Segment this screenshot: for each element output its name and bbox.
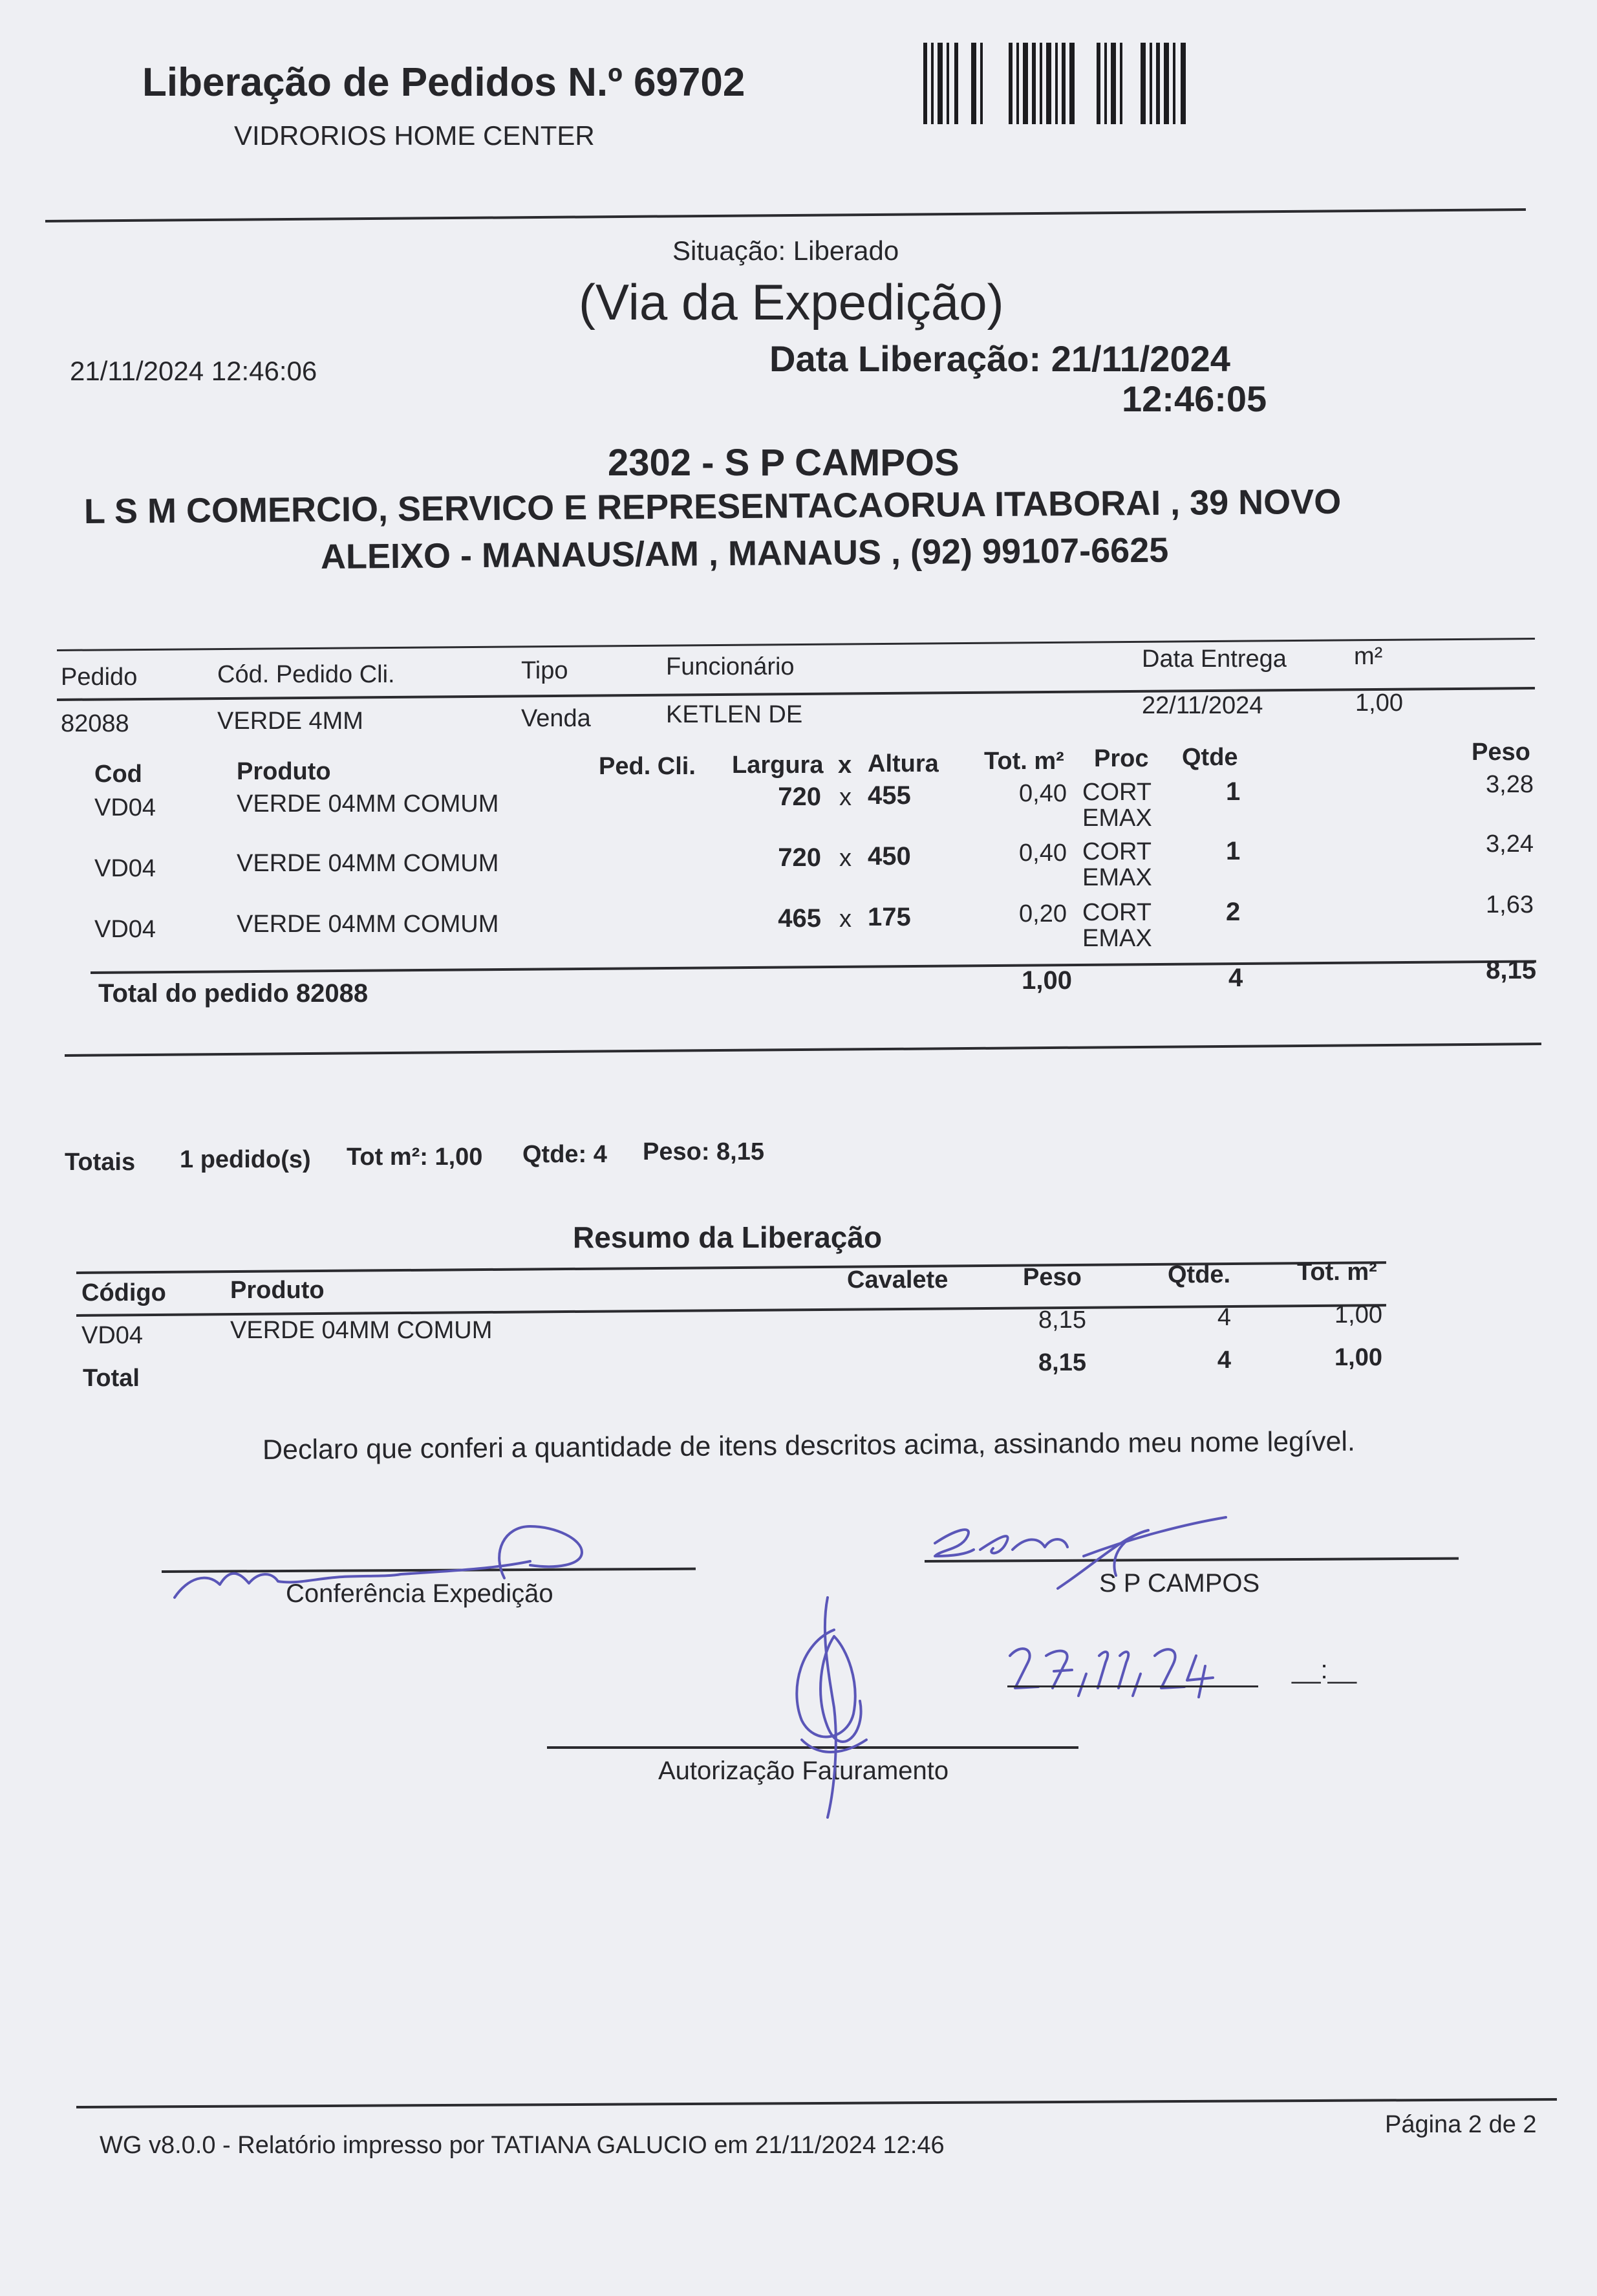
items-header-cod: Cod [94, 761, 142, 788]
release-time: 12:46:05 [1122, 378, 1267, 419]
header-tipo: Tipo [521, 657, 568, 684]
conferencia-handwritten-signature [168, 1507, 608, 1604]
order-table-header-rule [57, 687, 1535, 701]
item-qtde: 1 [1226, 777, 1241, 806]
item-x: x [839, 784, 852, 811]
summary-header-produto: Produto [230, 1277, 325, 1304]
item-peso: 1,63 [1486, 891, 1534, 918]
item-altura: 455 [868, 781, 911, 810]
items-header-largura: Largura [732, 752, 824, 779]
declaration-text: Declaro que conferi a quantidade de itens descritos acima, assinando meu nome legível. [262, 1425, 1356, 1466]
footer-rule [76, 2098, 1557, 2108]
section-divider [65, 1043, 1541, 1057]
item-qtde: 1 [1226, 837, 1241, 865]
header-m2: m² [1354, 643, 1383, 670]
item-cod: VD04 [94, 794, 156, 821]
item-produto: VERDE 04MM COMUM [237, 850, 499, 877]
header-pedido: Pedido [61, 664, 138, 691]
document-title: Liberação de Pedidos N.º 69702 [142, 60, 745, 105]
summary-total-qtde: 4 [1217, 1347, 1231, 1374]
conferencia-label: Conferência Expedição [286, 1579, 553, 1608]
item-altura: 175 [868, 903, 911, 931]
date-time-placeholder: __:__ [1292, 1656, 1357, 1684]
totals-pedidos: 1 pedido(s) [180, 1146, 311, 1173]
item-peso: 3,24 [1486, 830, 1534, 858]
order-cod-pedido-cli: VERDE 4MM [217, 708, 363, 735]
items-header-ped-cli: Ped. Cli. [599, 753, 696, 780]
summary-title: Resumo da Liberação [573, 1220, 883, 1254]
item-largura: 465 [778, 904, 821, 933]
item-produto: VERDE 04MM COMUM [237, 911, 499, 938]
item-tot-m2: 0,40 [1019, 780, 1067, 807]
items-header-x: x [838, 752, 852, 779]
summary-tot-m2: 1,00 [1334, 1301, 1382, 1328]
header-cod-pedido-cli: Cód. Pedido Cli. [217, 661, 395, 688]
item-cod: VD04 [94, 916, 156, 943]
client-address-line1: L S M COMERCIO, SERVICO E REPRESENTACAORUA ITABORAI , 39 NOVO [83, 482, 1342, 531]
item-largura: 720 [778, 843, 821, 872]
client-code: 2302 - S P CAMPOS [608, 442, 959, 484]
item-largura: 720 [778, 783, 821, 811]
totals-qtde: Qtde: 4 [522, 1141, 607, 1168]
item-tot-m2: 0,20 [1019, 900, 1067, 927]
totals-m2: Tot m²: 1,00 [347, 1143, 483, 1171]
status-text: Situação: Liberado [672, 235, 899, 266]
item-qtde: 2 [1226, 898, 1241, 926]
order-total-peso: 8,15 [1486, 956, 1536, 984]
summary-header-peso: Peso [1023, 1264, 1082, 1291]
client-signature-label: S P CAMPOS [1099, 1569, 1260, 1597]
item-altura: 450 [868, 842, 911, 871]
item-proc-line1: CORT [1082, 899, 1152, 926]
autorizacao-handwritten-signature [776, 1591, 892, 1824]
item-produto: VERDE 04MM COMUM [237, 790, 499, 818]
items-header-proc: Proc [1094, 745, 1149, 772]
summary-header-cavalete: Cavalete [847, 1266, 949, 1294]
item-cod: VD04 [94, 855, 156, 882]
totals-label: Totais [65, 1149, 136, 1176]
barcode [923, 43, 1188, 127]
order-tipo: Venda [521, 705, 591, 732]
company-name: VIDRORIOS HOME CENTER [234, 120, 595, 151]
summary-codigo: VD04 [81, 1322, 144, 1349]
order-total-m2: 1,00 [1022, 966, 1072, 995]
autorizacao-label: Autorização Faturamento [658, 1757, 949, 1785]
summary-qtde: 4 [1217, 1304, 1231, 1331]
summary-peso: 8,15 [1038, 1306, 1086, 1334]
item-proc-line1: CORT [1082, 779, 1152, 806]
summary-produto: VERDE 04MM COMUM [230, 1317, 493, 1344]
order-funcionario: KETLEN DE [666, 701, 803, 728]
summary-total-label: Total [83, 1365, 140, 1392]
header-funcionario: Funcionário [666, 653, 795, 680]
client-handwritten-signature [928, 1511, 1239, 1601]
client-address-line2: ALEIXO - MANAUS/AM , MANAUS , (92) 99107-6625 [320, 530, 1169, 576]
footer-page-number: Página 2 de 2 [1385, 2111, 1537, 2138]
header-divider [45, 208, 1526, 222]
item-proc-line2: EMAX [1082, 864, 1152, 891]
order-total-label: Total do pedido 82088 [98, 979, 369, 1008]
items-header-produto: Produto [237, 758, 331, 785]
order-m2: 1,00 [1355, 689, 1403, 717]
print-datetime: 21/11/2024 12:46:06 [70, 356, 317, 386]
date-underline [1007, 1685, 1258, 1687]
item-proc-line1: CORT [1082, 838, 1152, 865]
items-header-qtde: Qtde [1182, 744, 1238, 771]
order-table-top-rule [57, 638, 1535, 651]
summary-header-codigo: Código [81, 1279, 166, 1306]
item-proc-line2: EMAX [1082, 805, 1152, 832]
header-data-entrega: Data Entrega [1142, 645, 1287, 673]
item-x: x [839, 845, 852, 872]
via-title: (Via da Expedição) [579, 274, 1004, 330]
summary-total-tot-m2: 1,00 [1334, 1344, 1382, 1371]
item-x: x [839, 905, 852, 933]
order-total-qtde: 4 [1228, 964, 1243, 992]
order-data-entrega: 22/11/2024 [1142, 692, 1263, 719]
items-header-tot-m2: Tot. m² [984, 748, 1064, 775]
summary-header-qtde: Qtde. [1168, 1261, 1231, 1288]
release-date: Data Liberação: 21/11/2024 [769, 338, 1230, 379]
summary-total-peso: 8,15 [1038, 1349, 1086, 1376]
items-header-peso: Peso [1472, 739, 1530, 766]
handwritten-date [1002, 1636, 1216, 1701]
summary-header-tot-m2: Tot. m² [1297, 1259, 1377, 1286]
item-peso: 3,28 [1486, 771, 1534, 798]
totals-peso: Peso: 8,15 [643, 1138, 764, 1165]
items-header-altura: Altura [868, 750, 939, 777]
order-pedido: 82088 [61, 710, 129, 737]
item-proc-line2: EMAX [1082, 925, 1152, 952]
items-total-rule [91, 960, 1536, 974]
item-tot-m2: 0,40 [1019, 839, 1067, 867]
footer-printed-by: WG v8.0.0 - Relatório impresso por TATIANA GALUCIO em 21/11/2024 12:46 [100, 2132, 945, 2159]
